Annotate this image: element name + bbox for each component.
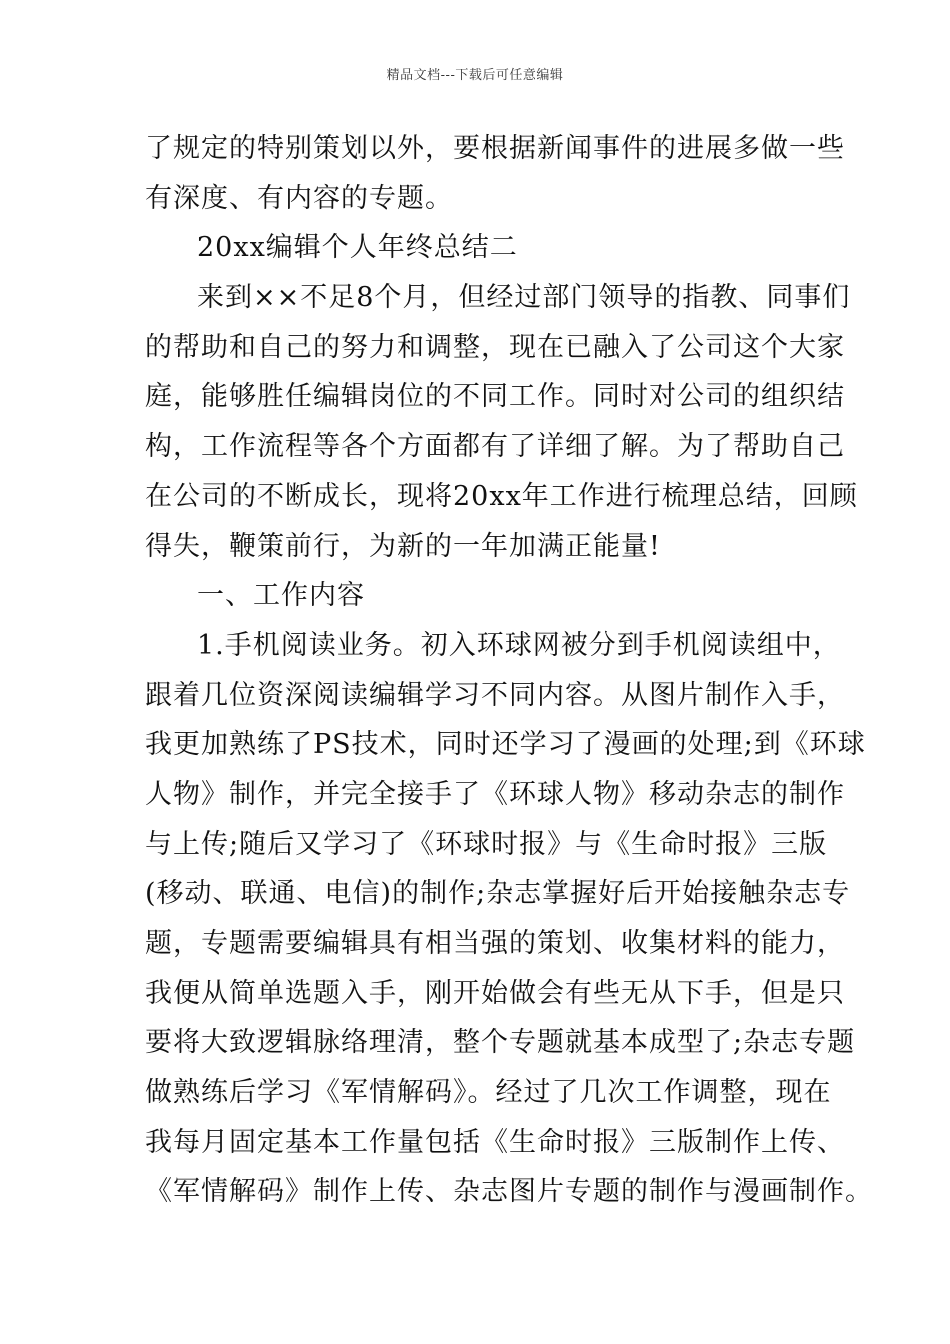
- text-line: 1.手机阅读业务。初入环球网被分到手机阅读组中，: [197, 629, 841, 661]
- text-line: 的帮助和自己的努力和调整，现在已融入了公司这个大家: [145, 331, 845, 363]
- text-line: 我每月固定基本工作量包括《生命时报》三版制作上传、: [145, 1126, 845, 1158]
- text-line: (移动、联通、电信)的制作;杂志掌握好后开始接触杂志专: [145, 878, 851, 910]
- document-body: [145, 124, 873, 1217]
- section-title: 20xx编辑个人年终总结二: [197, 232, 518, 264]
- text-line: 跟着几位资深阅读编辑学习不同内容。从图片制作入手，: [145, 679, 845, 711]
- text-line: 构，工作流程等各个方面都有了详细了解。为了帮助自己: [145, 431, 845, 463]
- text-line: 做熟练后学习《军情解码》。经过了几次工作调整，现在: [145, 1077, 832, 1109]
- text-line: 来到××不足8个月，但经过部门领导的指教、同事们: [197, 282, 851, 314]
- text-line: 与上传;随后又学习了《环球时报》与《生命时报》三版: [145, 828, 828, 860]
- text-line: 庭，能够胜任编辑岗位的不同工作。同时对公司的组织结: [145, 381, 845, 413]
- text-line: 我更加熟练了PS技术，同时还学习了漫画的处理;到《环球: [145, 729, 866, 761]
- text-line: 了规定的特别策划以外，要根据新闻事件的进展多做一些: [145, 133, 845, 164]
- section-heading: 一、工作内容: [197, 580, 365, 612]
- text-line: 《军情解码》制作上传、杂志图片专题的制作与漫画制作。: [145, 1176, 873, 1208]
- text-line: 有深度、有内容的专题。: [145, 182, 453, 214]
- text-line: 在公司的不断成长，现将20xx年工作进行梳理总结，回顾: [145, 480, 858, 512]
- text-line: 我便从简单选题入手，刚开始做会有些无从下手，但是只: [145, 977, 845, 1009]
- page-header: 精品文档---下载后可任意编辑: [386, 68, 564, 83]
- text-line: 要将大致逻辑脉络理清，整个专题就基本成型了;杂志专题: [145, 1027, 856, 1059]
- text-line: 人物》制作，并完全接手了《环球人物》移动杂志的制作: [145, 778, 845, 810]
- text-line: 得失，鞭策前行，为新的一年加满正能量!: [145, 530, 661, 562]
- text-line: 题，专题需要编辑具有相当强的策划、收集材料的能力，: [145, 928, 845, 959]
